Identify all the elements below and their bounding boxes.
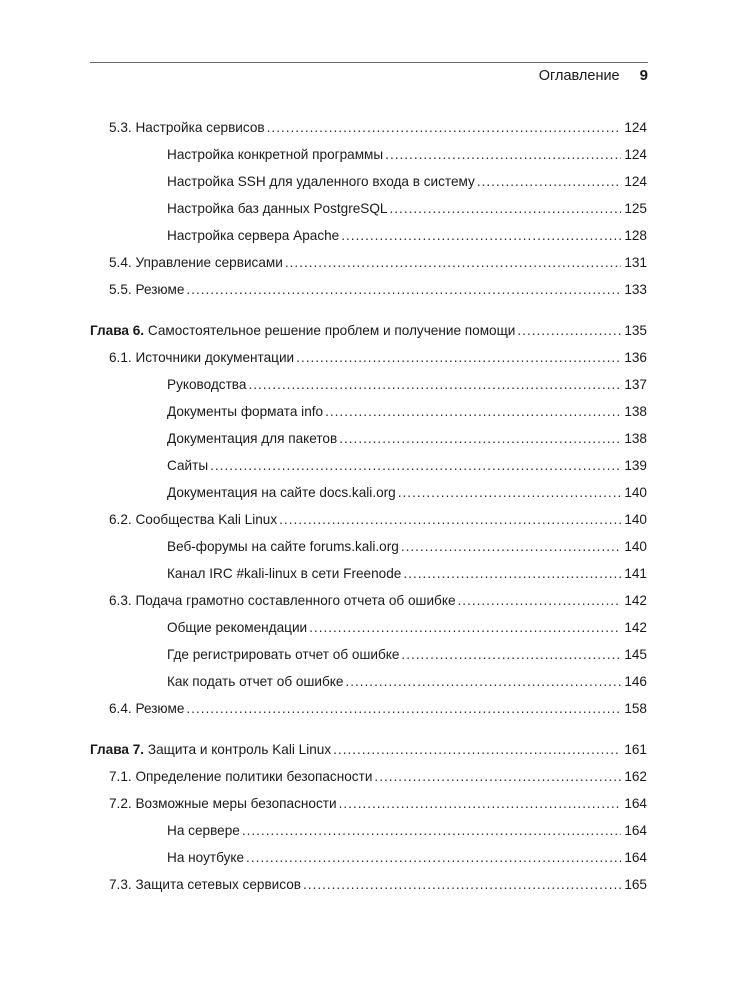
toc-entry-page-number: 135 <box>624 323 647 338</box>
toc-entry-page-number: 124 <box>624 120 647 135</box>
toc-chapter-number: Глава 6. <box>90 323 145 338</box>
toc-entry-label <box>109 767 374 787</box>
toc-entry-title: Общие рекомендации <box>167 620 308 635</box>
toc-entry <box>90 740 647 760</box>
toc-entry-title: Веб-форумы на сайте forums.kali.org <box>167 539 399 554</box>
toc-entry-title: Самостоятельное решение проблем и получение помощи <box>147 323 516 338</box>
toc-entry-label <box>167 564 403 584</box>
toc-entry-label <box>167 483 398 503</box>
toc-entry <box>167 821 647 841</box>
toc-entry <box>109 699 647 719</box>
dot-leader <box>242 821 621 841</box>
dot-leader <box>309 618 621 638</box>
toc-entry-label <box>167 821 242 841</box>
toc-entry <box>109 591 647 611</box>
toc-entry-title: Настройка конкретной программы <box>167 147 384 162</box>
toc-entry-title: На ноутбуке <box>167 850 245 865</box>
toc-entry-title: Резюме <box>135 282 185 297</box>
dot-leader <box>477 172 621 192</box>
toc-entry-title: Сообщества Kali Linux <box>135 512 278 527</box>
toc-entry-label <box>109 591 458 611</box>
running-header-page-number: 9 <box>639 67 648 84</box>
toc-entry-label <box>109 794 339 814</box>
dot-leader <box>186 280 621 300</box>
toc-entry <box>167 172 647 192</box>
toc-entry-label <box>90 740 333 760</box>
toc-entry <box>109 875 647 895</box>
toc-entry-title: Как подать отчет об ошибке <box>167 674 344 689</box>
toc-section-number: 6.4. <box>109 701 132 716</box>
toc-entry-label <box>90 321 517 341</box>
toc-entry-page-number: 137 <box>624 377 647 392</box>
toc-entry-label <box>167 456 210 476</box>
toc-entry-title: Защита и контроль Kali Linux <box>147 742 332 757</box>
toc-entry-title: Документация на сайте docs.kali.org <box>167 485 396 500</box>
toc-entry-page-number: 131 <box>624 255 647 270</box>
toc-entry-label <box>167 199 390 219</box>
toc-entry-title: Сайты <box>167 458 209 473</box>
toc-entry-page-number: 145 <box>624 647 647 662</box>
dot-leader <box>401 537 621 557</box>
running-header-title: Оглавление <box>538 68 620 84</box>
toc-entry-label <box>167 172 477 192</box>
toc-section-number: 6.3. <box>109 593 132 608</box>
dot-leader <box>186 699 621 719</box>
toc-section-number: 6.2. <box>109 512 132 527</box>
toc-entry <box>167 145 647 165</box>
toc-entry-page-number: 141 <box>624 566 647 581</box>
dot-leader <box>339 794 622 814</box>
toc-entry <box>167 226 647 246</box>
toc-entry <box>109 767 647 787</box>
dot-leader <box>341 226 621 246</box>
header-rule <box>90 62 648 63</box>
toc-entry <box>167 429 647 449</box>
toc-entry-title: Канал IRC #kali-linux в сети Freenode <box>167 566 402 581</box>
toc-entry-page-number: 140 <box>624 512 647 527</box>
toc-entry-page-number: 164 <box>624 823 647 838</box>
toc-entry-label <box>109 253 285 273</box>
toc-entry-title: Подача грамотно составленного отчета об ошибке <box>135 593 456 608</box>
dot-leader <box>279 510 621 530</box>
toc-entry-label <box>167 402 325 422</box>
dot-leader <box>303 875 621 895</box>
toc-entry-page-number: 139 <box>624 458 647 473</box>
running-header <box>90 65 648 87</box>
toc-entry <box>109 280 647 300</box>
toc-section-number: 7.2. <box>109 796 132 811</box>
toc-entry-label <box>109 280 186 300</box>
toc-entry-page-number: 164 <box>624 850 647 865</box>
toc-entry-page-number: 142 <box>624 593 647 608</box>
dot-leader <box>325 402 621 422</box>
toc-entry <box>109 510 647 530</box>
toc-entry <box>167 483 647 503</box>
toc-entry <box>109 253 647 273</box>
toc-entry <box>109 794 647 814</box>
toc-entry-title: Источники документации <box>135 350 295 365</box>
toc-entry-title: Резюме <box>135 701 185 716</box>
toc-entry-page-number: 140 <box>624 485 647 500</box>
dot-leader <box>285 253 621 273</box>
dot-leader <box>374 767 621 787</box>
toc-entry-label <box>167 375 248 395</box>
toc-entry-title: На сервере <box>167 823 240 838</box>
toc-entry-label <box>109 875 303 895</box>
toc-entry-title: Определение политики безопасности <box>135 769 373 784</box>
toc-entry-label <box>109 348 296 368</box>
dot-leader <box>333 740 621 760</box>
toc-entry-title: Где регистрировать отчет об ошибке <box>167 647 400 662</box>
toc-entry-page-number: 158 <box>624 701 647 716</box>
toc-entry <box>167 199 647 219</box>
toc-entry <box>167 672 647 692</box>
dot-leader <box>385 145 621 165</box>
toc-entry-page-number: 140 <box>624 539 647 554</box>
dot-leader <box>210 456 621 476</box>
toc-entry <box>167 375 647 395</box>
toc-entry-page-number: 165 <box>624 877 647 892</box>
dot-leader <box>339 429 621 449</box>
dot-leader <box>458 591 622 611</box>
toc-section-number: 7.1. <box>109 769 132 784</box>
toc-entry-title: Настройка SSH для удаленного входа в систему <box>167 174 475 189</box>
dot-leader <box>296 348 621 368</box>
toc-entry-label <box>167 537 401 557</box>
toc-entry <box>167 456 647 476</box>
toc-entry-page-number: 133 <box>624 282 647 297</box>
toc-entry-label <box>109 699 186 719</box>
dot-leader <box>401 645 621 665</box>
toc-entry-page-number: 128 <box>624 228 647 243</box>
toc-entry <box>167 848 647 868</box>
toc-section-number: 5.5. <box>109 282 132 297</box>
toc-entry-page-number: 138 <box>624 404 647 419</box>
toc-entry-label <box>167 618 309 638</box>
toc-entry-page-number: 161 <box>624 742 647 757</box>
toc-entry-label <box>167 672 345 692</box>
toc-entry-title: Возможные меры безопасности <box>135 796 337 811</box>
dot-leader <box>403 564 621 584</box>
toc-entry-page-number: 164 <box>624 796 647 811</box>
toc-entry-label <box>167 429 339 449</box>
toc-section-number: 7.3. <box>109 877 132 892</box>
toc-entry-label <box>167 145 385 165</box>
toc-entry-title: Настройка сервера Apache <box>167 228 340 243</box>
toc-entry-label <box>109 510 279 530</box>
toc-entry-title: Настройка баз данных PostgreSQL <box>167 201 388 216</box>
toc-entry-title: Защита сетевых сервисов <box>135 877 301 892</box>
toc-chapter-number: Глава 7. <box>90 742 145 757</box>
dot-leader <box>267 118 622 138</box>
toc-entry <box>90 321 647 341</box>
toc-entry-label <box>167 848 246 868</box>
toc-entry <box>167 537 647 557</box>
toc-entry-page-number: 142 <box>624 620 647 635</box>
toc-entry-title: Документация для пакетов <box>167 431 338 446</box>
dot-leader <box>246 848 621 868</box>
dot-leader <box>390 199 622 219</box>
toc-entry <box>167 402 647 422</box>
toc-entry-page-number: 136 <box>624 350 647 365</box>
toc-entry-title: Документы формата info <box>167 404 324 419</box>
toc-section-number: 5.4. <box>109 255 132 270</box>
dot-leader <box>398 483 622 503</box>
toc-entry-page-number: 138 <box>624 431 647 446</box>
toc-entry <box>167 618 647 638</box>
toc-entry <box>167 564 647 584</box>
toc-entry <box>109 118 647 138</box>
toc-entry-page-number: 162 <box>624 769 647 784</box>
toc-entry-page-number: 146 <box>624 674 647 689</box>
dot-leader <box>248 375 621 395</box>
toc-entry <box>167 645 647 665</box>
toc-entry-page-number: 125 <box>624 201 647 216</box>
toc-entry-title: Управление сервисами <box>135 255 283 270</box>
dot-leader <box>345 672 621 692</box>
toc-entry-label <box>109 118 267 138</box>
toc-entry-label <box>167 226 341 246</box>
dot-leader <box>517 321 621 341</box>
toc-entry-label <box>167 645 401 665</box>
toc-entry-title: Руководства <box>167 377 247 392</box>
toc-entry <box>109 348 647 368</box>
toc-section-number: 5.3. <box>109 120 132 135</box>
toc-entry-page-number: 124 <box>624 147 647 162</box>
toc-entry-title: Настройка сервисов <box>135 120 265 135</box>
toc-section-number: 6.1. <box>109 350 132 365</box>
toc-entry-page-number: 124 <box>624 174 647 189</box>
